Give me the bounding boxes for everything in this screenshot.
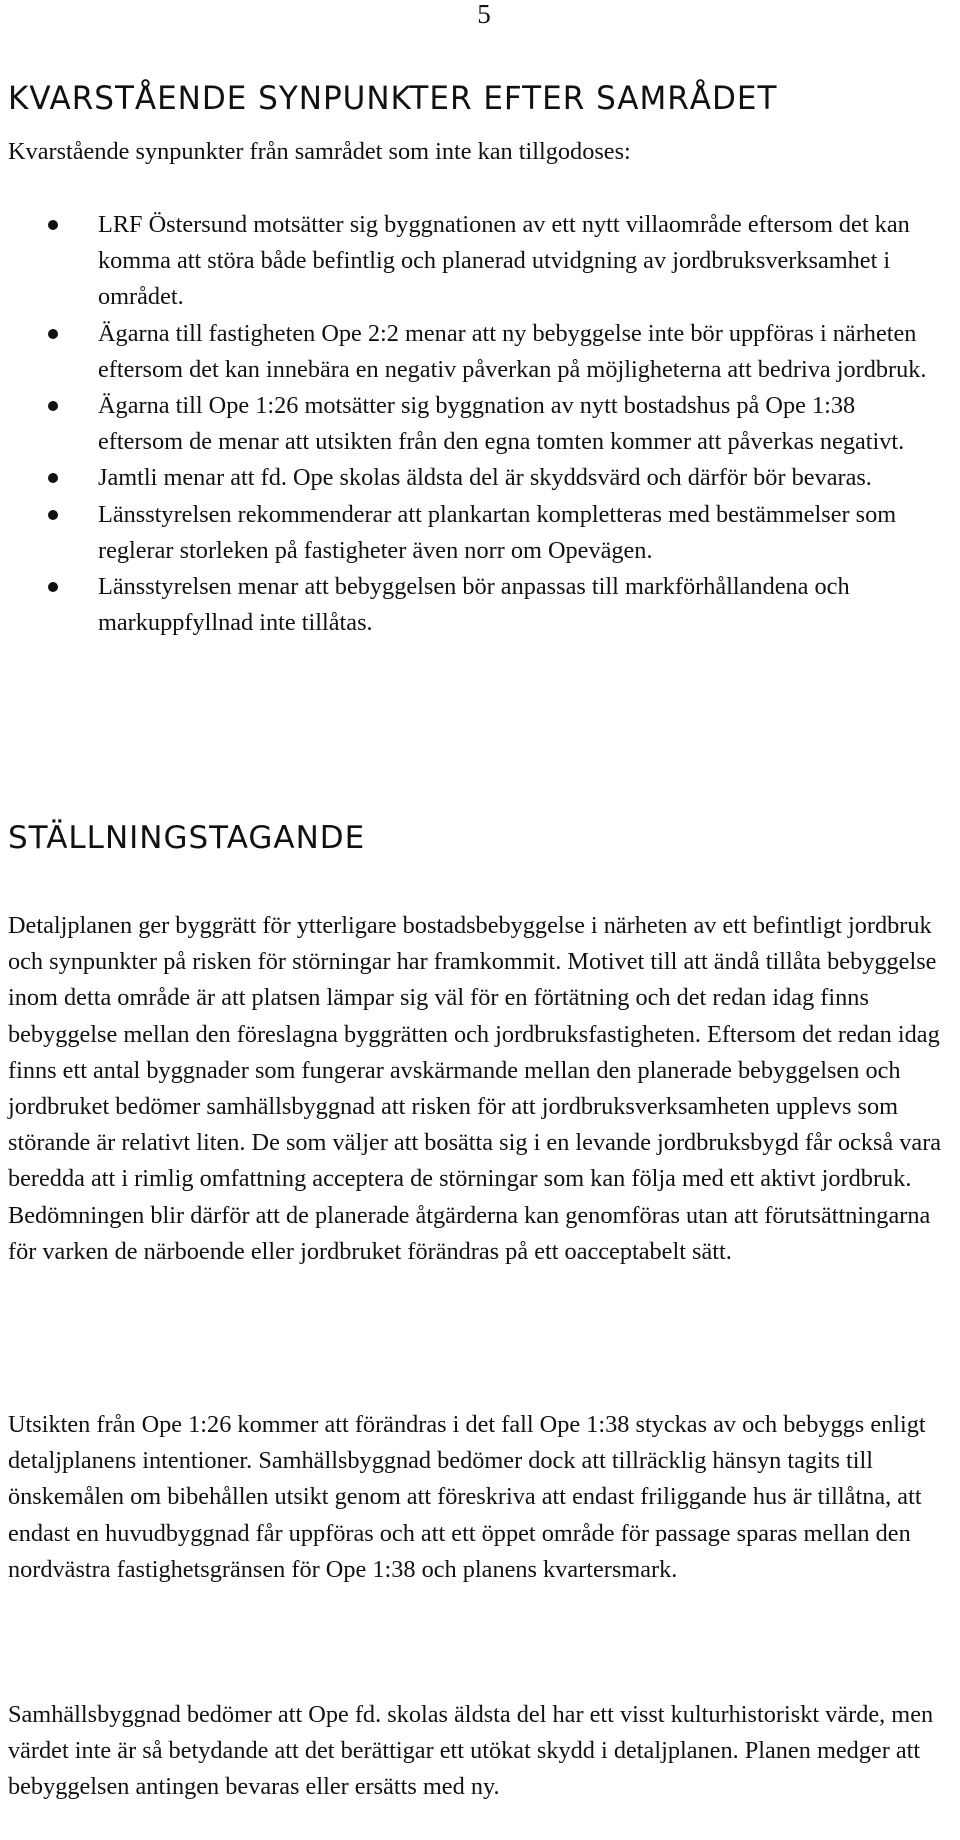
list-item: [0, 497, 930, 569]
position-paragraph-1: Detaljplanen ger byggrätt för ytterligare bostadsbebyggelse i närheten av ett befintligt jordbruk och synpunkter på risken för störningar har framkommit. Motivet till att ändå tillåta bebyggelse inom detta område är att platsen lämpar sig väl för en förtätning och det redan idag finns bebyggelse mellan den föreslagna byggrätten och jordbruksfastigheten. Eftersom det redan idag finns ett antal byggnader som fungerar avskärmande mellan den planerade bebyggelsen och jordbruket bedömer samhällsbyggnad att risken för att jordbruksverksamheten upplevs som störande är relativt liten. De som väljer att bosätta sig i en levande jordbruksbygd får också vara beredda att i rimlig omfattning acceptera de störningar som kan följa med ett aktivt jordbruk. Bedömningen blir därför att de planerade åtgärderna kan genomföras utan att förutsättningarna för varken de närboende eller jordbruket förändras på ett oacceptabelt sätt.: [8, 912, 942, 1265]
bullet-icon: [48, 220, 58, 230]
list-item: [0, 569, 930, 641]
list-item-text: Länsstyrelsen rekommenderar att plankartan kompletteras med bestämmelser som reglerar storleken på fastigheter även norr om Opevägen.: [98, 500, 897, 564]
list-item-text: Ägarna till fastigheten Ope 2:2 menar att ny bebyggelse inte bör uppföras i närheten eftersom det kan innebära en negativ påverkan på möjligheterna att bedriva jordbruk.: [98, 319, 927, 383]
list-item: [0, 207, 930, 316]
bullet-icon: [48, 473, 58, 483]
section-heading-position: STÄLLNINGSTAGANDE: [8, 820, 366, 856]
position-paragraph-2: Utsikten från Ope 1:26 kommer att förändras i det fall Ope 1:38 styckas av och bebyggs enligt detaljplanens intentioner. Samhällsbyggnad bedömer dock att tillräcklig hänsyn tagits till önskemålen om bibehållen utsikt genom att föreskriva att endast friliggande hus är tillåtna, att endast en huvudbyggnad får uppföras och att ett öppet område för passage sparas mellan den nordvästra fastighetsgränsen för Ope 1:38 och planens kvartersmark.: [8, 1411, 926, 1583]
bullet-icon: [48, 401, 58, 411]
list-item-text: LRF Östersund motsätter sig byggnationen av ett nytt villaområde eftersom det kan komma att störa både befintlig och planerad utvidgning av jordbruksverksamhet i området.: [98, 211, 910, 311]
list-item: [0, 388, 930, 460]
page-number: 5: [477, 0, 491, 29]
list-item: [0, 460, 930, 496]
remaining-views-list: [0, 207, 960, 641]
list-item-text: Länsstyrelsen menar att bebyggelsen bör anpassas till markförhållandena och markuppfyllnad inte tillåtas.: [98, 573, 850, 637]
intro-text: Kvarstående synpunkter från samrådet som inte kan tillgodoses:: [8, 138, 631, 165]
list-item-text: Jamtli menar att fd. Ope skolas äldsta del är skyddsvärd och därför bör bevaras.: [98, 464, 872, 492]
list-item: [0, 316, 930, 388]
bullet-icon: [48, 510, 58, 520]
bullet-icon: [48, 582, 58, 592]
position-paragraph-3: Samhällsbyggnad bedömer att Ope fd. skolas äldsta del har ett visst kulturhistoriskt värde, men värdet inte är så betydande att det berättigar ett utökat skydd i detaljplanen. Planen medger att bebyggelsen antingen bevaras eller ersätts med ny.: [8, 1701, 934, 1801]
bullet-icon: [48, 329, 58, 339]
list-item-text: Ägarna till Ope 1:26 motsätter sig byggnation av nytt bostadshus på Ope 1:38 eftersom de menar att utsikten från den egna tomten kommer att påverkas negativt.: [98, 392, 905, 456]
section-heading-remaining-views: KVARSTÅENDE SYNPUNKTER EFTER SAMRÅDET: [8, 79, 778, 117]
